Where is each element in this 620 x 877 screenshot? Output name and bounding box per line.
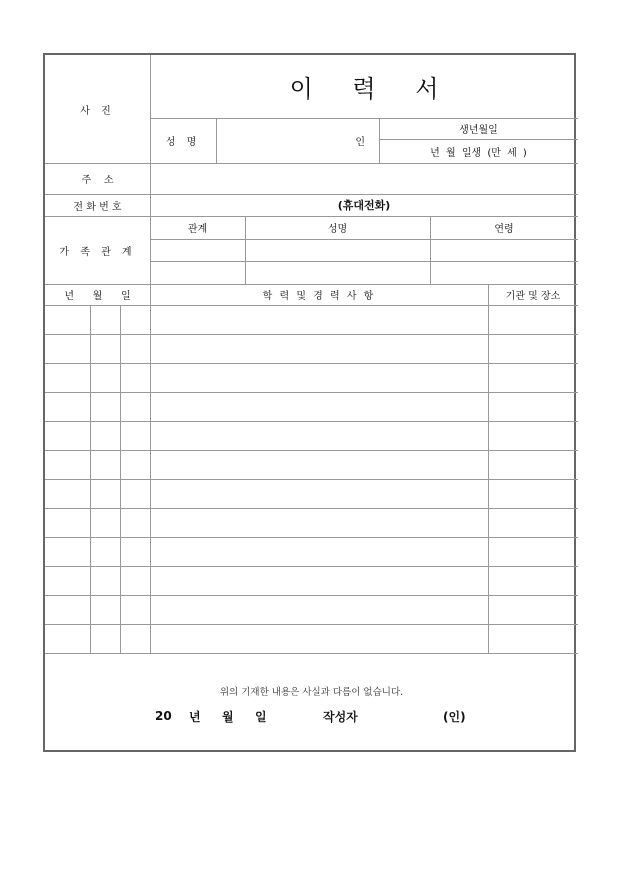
writer-label: 작성자 — [323, 709, 358, 724]
divider — [45, 392, 578, 393]
family-label: 가 족 관 계 — [59, 246, 136, 258]
phone-label: 전 화 번 호 — [73, 201, 122, 213]
date-day: 일 — [255, 709, 267, 724]
name-label: 성 명 — [165, 137, 201, 148]
divider — [150, 239, 578, 240]
col-institution: 기관 및 장소 — [505, 291, 561, 302]
writer-seal: (인) — [443, 709, 466, 724]
divider — [45, 421, 578, 422]
divider — [488, 284, 489, 653]
col-day: 일 — [120, 291, 131, 302]
history-date-header — [45, 284, 150, 305]
address-field[interactable] — [150, 163, 578, 194]
signature-line — [45, 707, 578, 725]
address-label: 주 소 — [81, 175, 114, 186]
date-month: 월 — [222, 709, 234, 724]
seal-label: 인 — [355, 137, 365, 148]
family-col-name: 성명 — [327, 224, 348, 235]
resume-form — [43, 53, 576, 752]
divider — [45, 537, 578, 538]
date-prefix: 20 — [155, 709, 172, 723]
divider — [120, 305, 121, 653]
phone-field[interactable]: (휴대전화) — [337, 199, 391, 212]
divider — [45, 508, 578, 509]
divider — [45, 624, 578, 625]
page-title: 이 력 서 — [289, 75, 439, 103]
divider — [45, 595, 578, 596]
divider — [45, 363, 578, 364]
divider — [45, 566, 578, 567]
family-col-relation: 관계 — [187, 224, 208, 235]
divider — [150, 261, 578, 262]
col-details: 학 력 및 경 력 사 항 — [262, 291, 376, 302]
col-month: 월 — [92, 291, 103, 302]
birth-value[interactable]: 년 월 일생 (만 세 ) — [430, 147, 527, 159]
divider — [90, 305, 91, 653]
divider — [45, 653, 578, 654]
divider — [45, 305, 578, 306]
family-col-age: 연령 — [494, 224, 514, 235]
col-year: 년 — [64, 291, 74, 302]
divider — [45, 479, 578, 480]
photo-box: 사 진 — [80, 105, 115, 117]
divider — [45, 450, 578, 451]
declaration: 위의 기재한 내용은 사실과 다름이 없습니다. — [219, 687, 404, 698]
date-year: 년 — [189, 709, 201, 724]
name-field[interactable] — [216, 118, 379, 163]
birth-label: 생년월일 — [459, 125, 498, 136]
divider — [45, 334, 578, 335]
